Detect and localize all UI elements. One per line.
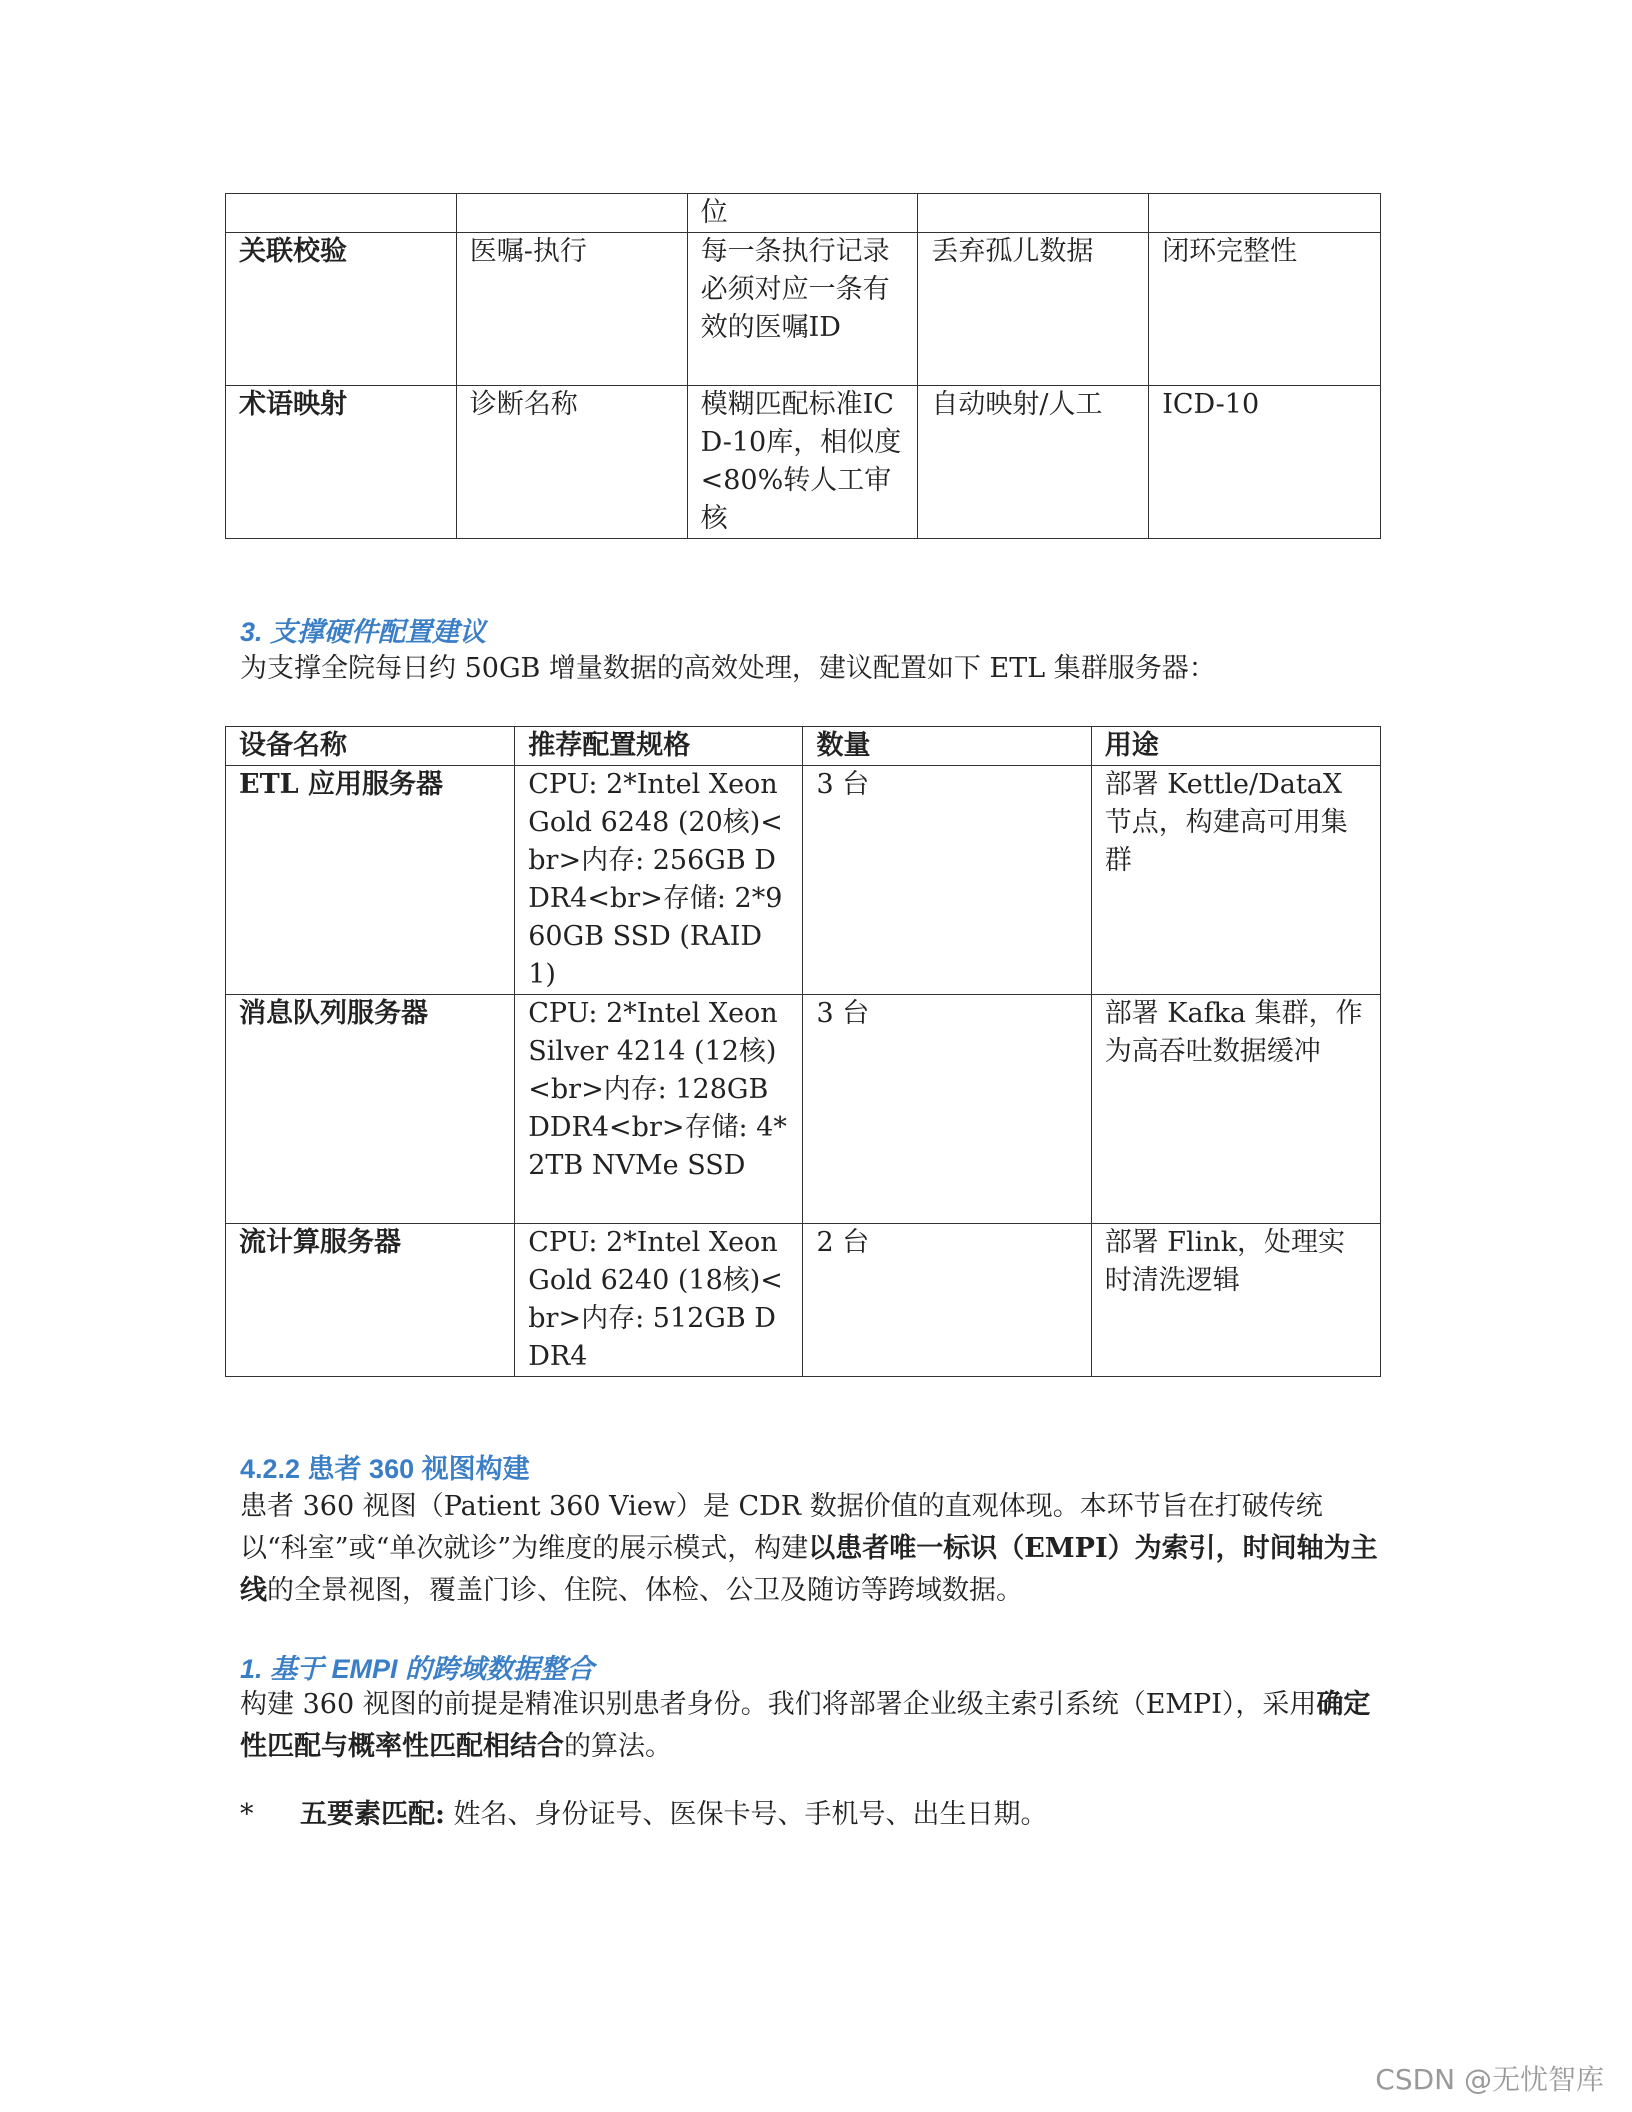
table-cell: [918, 194, 1149, 233]
column-header: 数量: [803, 727, 1091, 766]
table-cell: 3 台: [803, 995, 1091, 1224]
bullet-marker: *: [240, 1799, 254, 1830]
table-cell: CPU: 2*Intel Xeon Silver 4214 (12核)<br>内存: 128GB DDR4<br>存储: 4*2TB NVMe SSD: [515, 995, 803, 1224]
rules-table-continued: [225, 193, 1381, 539]
table-cell: 消息队列服务器: [226, 995, 515, 1224]
table-cell: CPU: 2*Intel Xeon Gold 6248 (20核)<br>内存: 256GB DDR4<br>存储: 2*960GB SSD (RAID1): [515, 766, 803, 995]
table-cell: 诊断名称: [456, 386, 687, 539]
table-cell: 关联校验: [226, 233, 457, 386]
table-cell: 部署 Flink，处理实时清洗逻辑: [1091, 1224, 1380, 1377]
table-cell: [1149, 194, 1381, 233]
table-cell: 丢弃孤儿数据: [918, 233, 1149, 386]
table-cell: 模糊匹配标准ICD-10库，相似度<80%转人工审核: [687, 386, 918, 539]
table-cell: 术语映射: [226, 386, 457, 539]
paragraph-emphasis: 以患者唯一标识（EMPI）为索引，时间轴为主线: [240, 1533, 1378, 1606]
paragraph-text: 构建 360 视图的前提是精准识别患者身份。我们将部署企业级主索引系统（EMPI），采用: [240, 1689, 1317, 1720]
paragraph-text: 患者 360 视图（Patient 360 View）是 CDR 数据价值的直观体现。本环节旨在打破传统以“科室”或“单次就诊”为维度的展示模式，构建: [240, 1491, 1323, 1564]
table-row: [226, 1224, 1381, 1377]
paragraph-text: 的全景视图，覆盖门诊、住院、体检、公卫及随访等跨域数据。: [267, 1575, 1023, 1606]
table-row: [226, 194, 1381, 233]
table-cell: 每一条执行记录必须对应一条有效的医嘱ID: [687, 233, 918, 386]
column-header: 推荐配置规格: [515, 727, 803, 766]
table-cell: 自动映射/人工: [918, 386, 1149, 539]
paragraph: [240, 1486, 1388, 1612]
table-cell: 部署 Kettle/DataX 节点，构建高可用集群: [1091, 766, 1380, 995]
paragraph-text: 的算法。: [564, 1731, 672, 1762]
section-heading: 1. 基于 EMPI 的跨域数据整合: [240, 1654, 595, 1684]
table-cell: 流计算服务器: [226, 1224, 515, 1377]
section-heading: 3. 支撑硬件配置建议: [240, 617, 487, 647]
table-cell: CPU: 2*Intel Xeon Gold 6240 (18核)<br>内存: 512GB DDR4: [515, 1224, 803, 1377]
table-cell: 3 台: [803, 766, 1091, 995]
table-cell: 2 台: [803, 1224, 1091, 1377]
table-header-row: [226, 727, 1381, 766]
table-row: [226, 995, 1381, 1224]
bullet-label: 五要素匹配:: [300, 1799, 445, 1830]
table-cell: [456, 194, 687, 233]
column-header: 用途: [1091, 727, 1380, 766]
paragraph-emphasis: 确定性匹配与概率性匹配相结合: [240, 1689, 1371, 1762]
column-header: 设备名称: [226, 727, 515, 766]
table-row: [226, 386, 1381, 539]
paragraph: [240, 1684, 1388, 1768]
table-row: [226, 233, 1381, 386]
table-cell: [226, 194, 457, 233]
section-intro: 为支撑全院每日约 50GB 增量数据的高效处理，建议配置如下 ETL 集群服务器：: [240, 653, 1216, 684]
table-cell: 部署 Kafka 集群，作为高吞吐数据缓冲: [1091, 995, 1380, 1224]
hardware-table: [225, 726, 1381, 1377]
bullet-text: 姓名、身份证号、医保卡号、手机号、出生日期。: [444, 1799, 1048, 1830]
table-cell: 闭环完整性: [1149, 233, 1381, 386]
table-cell: 医嘱-执行: [456, 233, 687, 386]
table-row: [226, 766, 1381, 995]
section-heading: 4.2.2 患者 360 视图构建: [240, 1454, 530, 1484]
table-cell: 位: [687, 194, 918, 233]
watermark: CSDN @无忧智库: [1375, 2063, 1604, 2096]
table-cell: ETL 应用服务器: [226, 766, 515, 995]
list-item: [240, 1795, 1048, 1835]
table-cell: ICD-10: [1149, 386, 1381, 539]
